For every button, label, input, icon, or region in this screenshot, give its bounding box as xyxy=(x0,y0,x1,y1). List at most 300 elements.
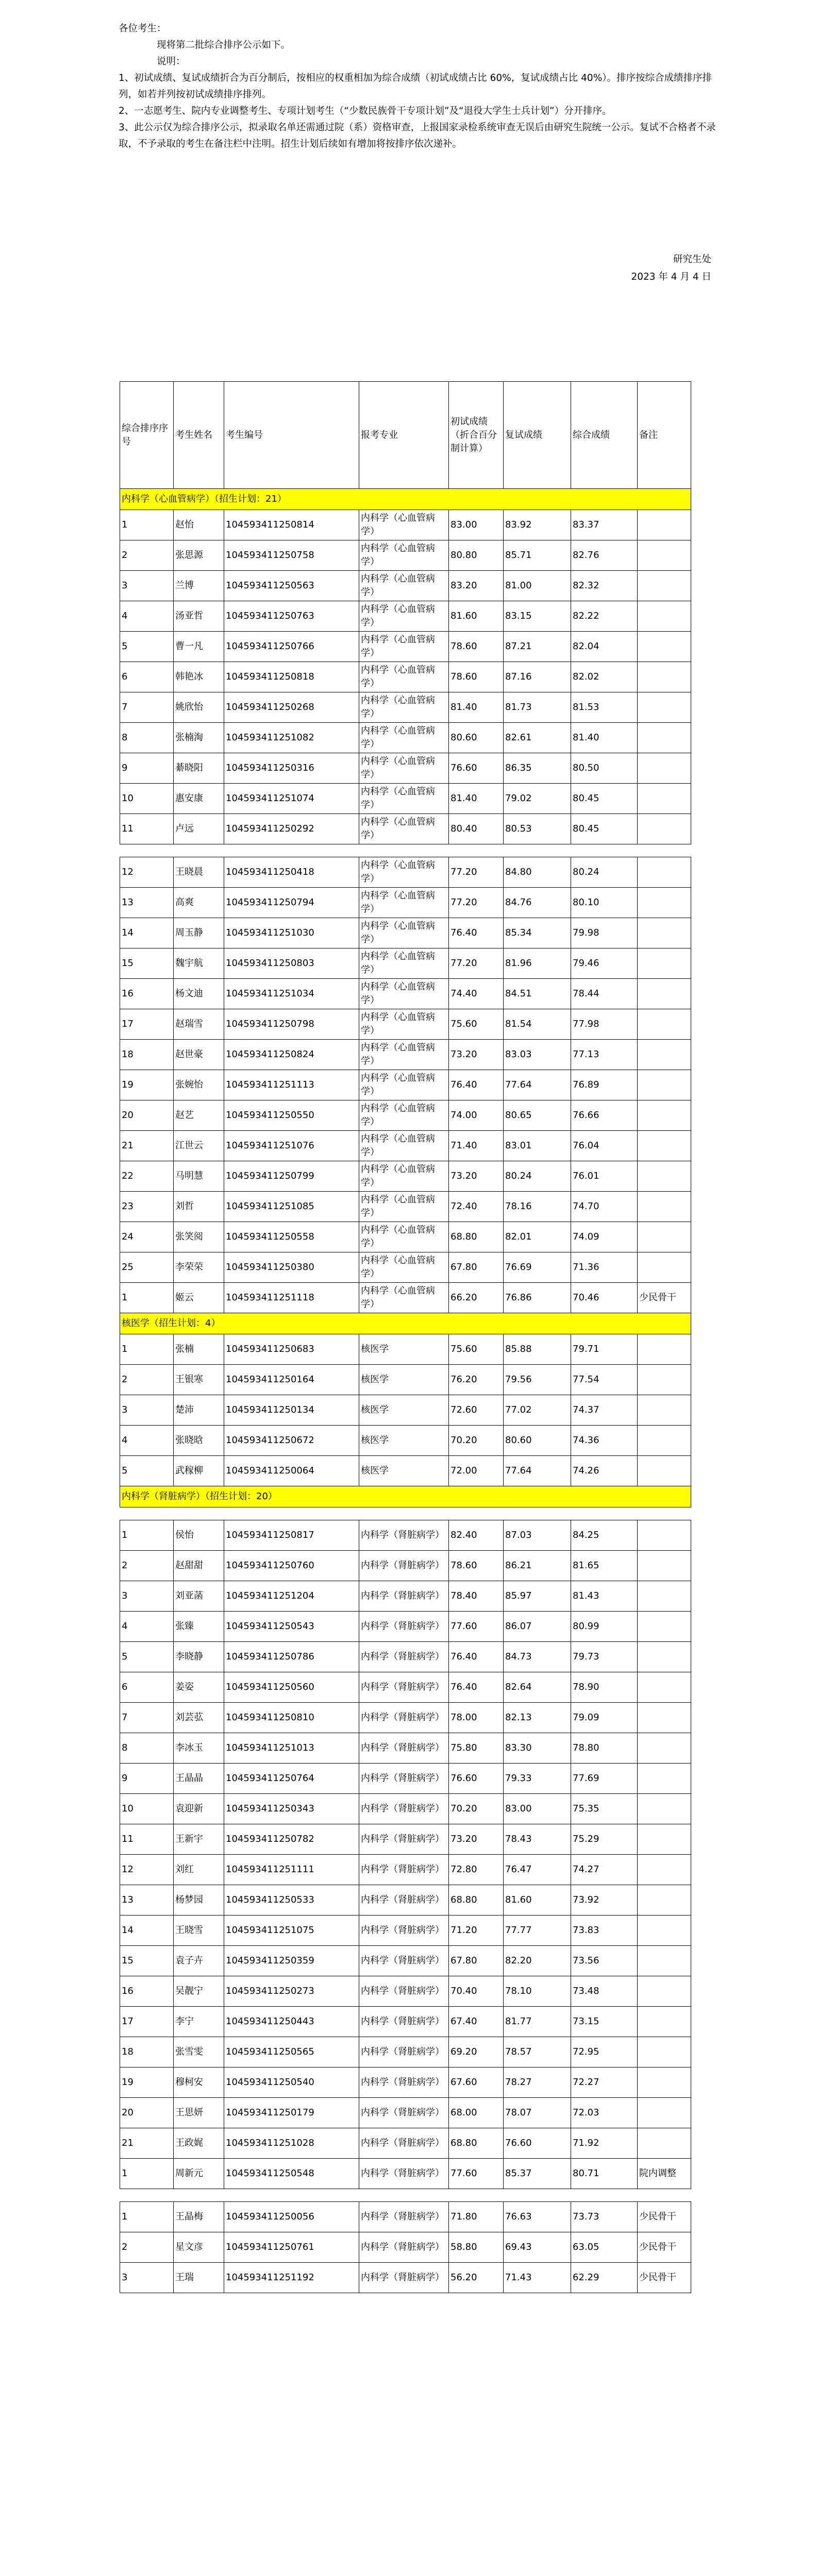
cell-name: 张婉怡 xyxy=(174,1070,224,1100)
cell-remark: 少民骨干 xyxy=(638,1283,691,1313)
cell-rank: 14 xyxy=(120,1916,174,1946)
cell-initial-score: 67.80 xyxy=(449,1252,504,1283)
cell-remark xyxy=(638,1252,691,1283)
cell-major: 内科学（肾脏病学） xyxy=(359,1733,449,1764)
cell-exam-id: 104593411250824 xyxy=(224,1040,359,1070)
cell-retest-score: 76.63 xyxy=(504,2202,571,2232)
cell-exam-id: 104593411250540 xyxy=(224,2067,359,2098)
cell-retest-score: 84.73 xyxy=(504,1642,571,1672)
cell-name: 江世云 xyxy=(174,1131,224,1161)
cell-major: 内科学（肾脏病学） xyxy=(359,2098,449,2128)
cell-major: 内科学（心血管病学） xyxy=(359,662,449,692)
cell-retest-score: 85.88 xyxy=(504,1334,571,1365)
cell-remark xyxy=(638,1916,691,1946)
cell-exam-id: 104593411250134 xyxy=(224,1395,359,1426)
cell-retest-score: 82.20 xyxy=(504,1946,571,1976)
cell-initial-score: 73.20 xyxy=(449,1161,504,1192)
cell-rank: 5 xyxy=(120,1642,174,1672)
cell-initial-score: 67.80 xyxy=(449,1946,504,1976)
table-row xyxy=(120,2202,691,2232)
cell-rank: 3 xyxy=(120,2263,174,2293)
cell-major: 内科学（心血管病学） xyxy=(359,979,449,1009)
cell-major: 内科学（心血管病学） xyxy=(359,784,449,814)
group-title: 内科学（肾脏病学）（招生计划：20） xyxy=(120,1486,691,1507)
cell-rank: 1 xyxy=(120,2159,174,2189)
cell-total-score: 77.98 xyxy=(571,1009,638,1040)
cell-retest-score: 81.54 xyxy=(504,1009,571,1040)
cell-initial-score: 72.40 xyxy=(449,1192,504,1222)
cell-retest-score: 81.60 xyxy=(504,1885,571,1916)
cell-major: 内科学（心血管病学） xyxy=(359,814,449,844)
cell-rank: 6 xyxy=(120,662,174,692)
cell-exam-id: 104593411250810 xyxy=(224,1703,359,1733)
group-header-row xyxy=(120,1486,691,1507)
cell-total-score: 74.26 xyxy=(571,1456,638,1486)
cell-major: 内科学（肾脏病学） xyxy=(359,1672,449,1703)
cell-exam-id: 104593411250533 xyxy=(224,1885,359,1916)
cell-remark xyxy=(638,1855,691,1885)
cell-remark xyxy=(638,753,691,784)
cell-exam-id: 104593411251085 xyxy=(224,1192,359,1222)
cell-exam-id: 104593411250064 xyxy=(224,1456,359,1486)
header-major: 报考专业 xyxy=(359,382,449,489)
cell-retest-score: 85.34 xyxy=(504,918,571,948)
table-row xyxy=(120,1009,691,1040)
cell-remark xyxy=(638,1642,691,1672)
separator-cell xyxy=(120,1507,691,1520)
cell-rank: 10 xyxy=(120,784,174,814)
cell-retest-score: 76.86 xyxy=(504,1283,571,1313)
cell-total-score: 82.32 xyxy=(571,571,638,601)
cell-exam-id: 104593411250292 xyxy=(224,814,359,844)
cell-retest-score: 79.56 xyxy=(504,1365,571,1395)
cell-remark xyxy=(638,601,691,632)
table-row xyxy=(120,1672,691,1703)
cell-major: 内科学（肾脏病学） xyxy=(359,2067,449,2098)
cell-initial-score: 73.20 xyxy=(449,1824,504,1855)
cell-exam-id: 104593411251076 xyxy=(224,1131,359,1161)
cell-remark xyxy=(638,723,691,753)
cell-retest-score: 83.92 xyxy=(504,510,571,540)
table-row xyxy=(120,1794,691,1824)
table-row xyxy=(120,510,691,540)
cell-name: 李晓静 xyxy=(174,1642,224,1672)
cell-total-score: 82.76 xyxy=(571,540,638,571)
table-row xyxy=(120,1642,691,1672)
cell-remark xyxy=(638,1100,691,1131)
cell-total-score: 73.56 xyxy=(571,1946,638,1976)
table-row xyxy=(120,2128,691,2159)
cell-name: 张雪雯 xyxy=(174,2037,224,2067)
cell-rank: 9 xyxy=(120,1764,174,1794)
table-row xyxy=(120,753,691,784)
cell-retest-score: 83.15 xyxy=(504,601,571,632)
cell-rank: 25 xyxy=(120,1252,174,1283)
cell-rank: 21 xyxy=(120,2128,174,2159)
cell-retest-score: 79.33 xyxy=(504,1764,571,1794)
cell-total-score: 76.04 xyxy=(571,1131,638,1161)
cell-total-score: 72.03 xyxy=(571,2098,638,2128)
cell-initial-score: 80.60 xyxy=(449,723,504,753)
table-row xyxy=(120,540,691,571)
cell-rank: 1 xyxy=(120,1283,174,1313)
table-row xyxy=(120,723,691,753)
cell-name: 刘哲 xyxy=(174,1192,224,1222)
cell-initial-score: 77.20 xyxy=(449,857,504,888)
cell-initial-score: 78.60 xyxy=(449,662,504,692)
table-row xyxy=(120,662,691,692)
cell-exam-id: 104593411250268 xyxy=(224,692,359,723)
cell-exam-id: 104593411250359 xyxy=(224,1946,359,1976)
cell-remark xyxy=(638,2128,691,2159)
cell-exam-id: 104593411250799 xyxy=(224,1161,359,1192)
cell-major: 内科学（心血管病学） xyxy=(359,918,449,948)
cell-rank: 22 xyxy=(120,1161,174,1192)
cell-name: 王晶梅 xyxy=(174,2202,224,2232)
cell-name: 王政娓 xyxy=(174,2128,224,2159)
table-row xyxy=(120,1824,691,1855)
cell-rank: 20 xyxy=(120,2098,174,2128)
cell-major: 内科学（心血管病学） xyxy=(359,753,449,784)
cell-retest-score: 86.07 xyxy=(504,1612,571,1642)
cell-rank: 16 xyxy=(120,1976,174,2007)
cell-name: 王晶晶 xyxy=(174,1764,224,1794)
cell-major: 内科学（心血管病学） xyxy=(359,857,449,888)
cell-initial-score: 82.40 xyxy=(449,1520,504,1551)
cell-retest-score: 77.77 xyxy=(504,1916,571,1946)
cell-major: 内科学（肾脏病学） xyxy=(359,1824,449,1855)
table-row xyxy=(120,1131,691,1161)
table-row xyxy=(120,1946,691,1976)
header-initial-score: 初试成绩（折合百分制计算） xyxy=(449,382,504,489)
cell-total-score: 83.37 xyxy=(571,510,638,540)
cell-remark xyxy=(638,1456,691,1486)
cell-total-score: 79.71 xyxy=(571,1334,638,1365)
cell-total-score: 75.29 xyxy=(571,1824,638,1855)
table-row xyxy=(120,632,691,662)
header-rank: 综合排序序号 xyxy=(120,382,174,489)
cell-major: 内科学（心血管病学） xyxy=(359,571,449,601)
cell-rank: 5 xyxy=(120,632,174,662)
cell-major: 内科学（心血管病学） xyxy=(359,1192,449,1222)
cell-exam-id: 104593411250760 xyxy=(224,1551,359,1581)
cell-total-score: 73.83 xyxy=(571,1916,638,1946)
cell-exam-id: 104593411251118 xyxy=(224,1283,359,1313)
header-exam-id: 考生编号 xyxy=(224,382,359,489)
cell-total-score: 72.27 xyxy=(571,2067,638,2098)
cell-remark xyxy=(638,2037,691,2067)
cell-retest-score: 81.96 xyxy=(504,948,571,979)
cell-retest-score: 87.21 xyxy=(504,632,571,662)
cell-rank: 2 xyxy=(120,540,174,571)
cell-rank: 8 xyxy=(120,723,174,753)
cell-name: 汤亚哲 xyxy=(174,601,224,632)
table-row xyxy=(120,1222,691,1252)
cell-rank: 12 xyxy=(120,857,174,888)
cell-rank: 12 xyxy=(120,1855,174,1885)
cell-retest-score: 85.37 xyxy=(504,2159,571,2189)
table-row xyxy=(120,1520,691,1551)
cell-remark xyxy=(638,1764,691,1794)
cell-initial-score: 83.00 xyxy=(449,510,504,540)
table-row xyxy=(120,601,691,632)
separator-cell xyxy=(120,844,691,857)
cell-total-score: 81.53 xyxy=(571,692,638,723)
cell-major: 内科学（肾脏病学） xyxy=(359,1946,449,1976)
table-row xyxy=(120,1395,691,1426)
cell-total-score: 73.48 xyxy=(571,1976,638,2007)
cell-initial-score: 83.20 xyxy=(449,571,504,601)
cell-exam-id: 104593411250818 xyxy=(224,662,359,692)
cell-remark xyxy=(638,1009,691,1040)
cell-remark xyxy=(638,888,691,918)
cell-exam-id: 104593411250763 xyxy=(224,601,359,632)
cell-initial-score: 68.00 xyxy=(449,2098,504,2128)
cell-initial-score: 68.80 xyxy=(449,1222,504,1252)
cell-major: 内科学（心血管病学） xyxy=(359,1222,449,1252)
cell-remark xyxy=(638,1581,691,1612)
cell-major: 内科学（肾脏病学） xyxy=(359,2037,449,2067)
table-row xyxy=(120,1426,691,1456)
cell-initial-score: 76.40 xyxy=(449,1642,504,1672)
cell-remark xyxy=(638,662,691,692)
cell-rank: 17 xyxy=(120,1009,174,1040)
cell-major: 内科学（心血管病学） xyxy=(359,1009,449,1040)
cell-name: 姜姿 xyxy=(174,1672,224,1703)
cell-exam-id: 104593411250273 xyxy=(224,1976,359,2007)
cell-major: 内科学（肾脏病学） xyxy=(359,2159,449,2189)
table-row xyxy=(120,571,691,601)
table-row xyxy=(120,888,691,918)
cell-remark xyxy=(638,1551,691,1581)
cell-exam-id: 104593411250786 xyxy=(224,1642,359,1672)
group-header-row xyxy=(120,1313,691,1334)
cell-retest-score: 80.53 xyxy=(504,814,571,844)
cell-initial-score: 78.40 xyxy=(449,1581,504,1612)
cell-remark xyxy=(638,814,691,844)
cell-initial-score: 74.00 xyxy=(449,1100,504,1131)
cell-total-score: 79.09 xyxy=(571,1703,638,1733)
cell-name: 杨文迪 xyxy=(174,979,224,1009)
cell-major: 内科学（肾脏病学） xyxy=(359,1855,449,1885)
cell-retest-score: 78.57 xyxy=(504,2037,571,2067)
cell-rank: 10 xyxy=(120,1794,174,1824)
cell-remark xyxy=(638,2007,691,2037)
cell-initial-score: 76.40 xyxy=(449,1070,504,1100)
cell-major: 内科学（心血管病学） xyxy=(359,1100,449,1131)
cell-rank: 4 xyxy=(120,1426,174,1456)
cell-exam-id: 104593411250548 xyxy=(224,2159,359,2189)
cell-initial-score: 67.40 xyxy=(449,2007,504,2037)
cell-initial-score: 80.40 xyxy=(449,814,504,844)
cell-major: 核医学 xyxy=(359,1395,449,1426)
notice-line-4: 2、一志愿考生、院内专业调整考生、专项计划考生（“少数民族骨干专项计划”及“退役大学生士兵计划”）分开排序。 xyxy=(119,106,612,116)
table-row xyxy=(120,1885,691,1916)
cell-exam-id: 104593411250560 xyxy=(224,1672,359,1703)
cell-name: 李宁 xyxy=(174,2007,224,2037)
cell-major: 内科学（肾脏病学） xyxy=(359,1642,449,1672)
cell-retest-score: 78.07 xyxy=(504,2098,571,2128)
cell-retest-score: 81.00 xyxy=(504,571,571,601)
cell-initial-score: 76.60 xyxy=(449,1764,504,1794)
cell-exam-id: 104593411250814 xyxy=(224,510,359,540)
cell-name: 周玉静 xyxy=(174,918,224,948)
cell-name: 张思源 xyxy=(174,540,224,571)
cell-name: 韩艳冰 xyxy=(174,662,224,692)
cell-initial-score: 71.20 xyxy=(449,1916,504,1946)
cell-rank: 19 xyxy=(120,1070,174,1100)
cell-initial-score: 58.80 xyxy=(449,2232,504,2263)
cell-rank: 20 xyxy=(120,1100,174,1131)
cell-initial-score: 76.40 xyxy=(449,918,504,948)
cell-retest-score: 78.10 xyxy=(504,1976,571,2007)
cell-exam-id: 104593411251075 xyxy=(224,1916,359,1946)
cell-retest-score: 69.43 xyxy=(504,2232,571,2263)
cell-name: 袁迎新 xyxy=(174,1794,224,1824)
cell-initial-score: 71.80 xyxy=(449,2202,504,2232)
cell-rank: 11 xyxy=(120,1824,174,1855)
table-row xyxy=(120,2232,691,2263)
cell-rank: 8 xyxy=(120,1733,174,1764)
cell-total-score: 82.22 xyxy=(571,601,638,632)
cell-retest-score: 80.60 xyxy=(504,1426,571,1456)
cell-exam-id: 104593411250179 xyxy=(224,2098,359,2128)
table-row xyxy=(120,2159,691,2189)
cell-initial-score: 69.20 xyxy=(449,2037,504,2067)
cell-name: 王晓雪 xyxy=(174,1916,224,1946)
cell-initial-score: 72.00 xyxy=(449,1456,504,1486)
cell-name: 王银寒 xyxy=(174,1365,224,1395)
cell-exam-id: 104593411250794 xyxy=(224,888,359,918)
table-row xyxy=(120,2007,691,2037)
cell-retest-score: 86.21 xyxy=(504,1551,571,1581)
cell-total-score: 78.90 xyxy=(571,1672,638,1703)
cell-exam-id: 104593411251013 xyxy=(224,1733,359,1764)
cell-initial-score: 78.60 xyxy=(449,1551,504,1581)
cell-initial-score: 81.40 xyxy=(449,784,504,814)
notice-salutation: 各位考生： xyxy=(119,23,166,34)
cell-retest-score: 77.64 xyxy=(504,1456,571,1486)
cell-initial-score: 76.60 xyxy=(449,753,504,784)
cell-retest-score: 84.80 xyxy=(504,857,571,888)
cell-initial-score: 70.20 xyxy=(449,1426,504,1456)
cell-rank: 4 xyxy=(120,1612,174,1642)
cell-name: 星文彦 xyxy=(174,2232,224,2263)
cell-exam-id: 104593411251030 xyxy=(224,918,359,948)
cell-major: 内科学（肾脏病学） xyxy=(359,1764,449,1794)
cell-remark xyxy=(638,2098,691,2128)
header-retest-score: 复试成绩 xyxy=(504,382,571,489)
cell-exam-id: 104593411250803 xyxy=(224,948,359,979)
cell-major: 内科学（肾脏病学） xyxy=(359,1551,449,1581)
cell-exam-id: 104593411251111 xyxy=(224,1855,359,1885)
cell-name: 赵怡 xyxy=(174,510,224,540)
table-row xyxy=(120,1192,691,1222)
table-row xyxy=(120,692,691,723)
cell-rank: 14 xyxy=(120,918,174,948)
cell-initial-score: 75.60 xyxy=(449,1009,504,1040)
table-row xyxy=(120,979,691,1009)
cell-name: 高爽 xyxy=(174,888,224,918)
cell-rank: 3 xyxy=(120,1395,174,1426)
cell-name: 赵瑞雪 xyxy=(174,1009,224,1040)
cell-retest-score: 84.76 xyxy=(504,888,571,918)
table-row xyxy=(120,784,691,814)
header-remark: 备注 xyxy=(638,382,691,489)
cell-remark xyxy=(638,948,691,979)
cell-exam-id: 104593411250766 xyxy=(224,632,359,662)
cell-name: 张楠淘 xyxy=(174,723,224,753)
cell-retest-score: 85.97 xyxy=(504,1581,571,1612)
cell-name: 吴靓宁 xyxy=(174,1976,224,2007)
cell-major: 内科学（心血管病学） xyxy=(359,948,449,979)
table-row xyxy=(120,1365,691,1395)
cell-rank: 6 xyxy=(120,1672,174,1703)
table-row xyxy=(120,1976,691,2007)
cell-major: 内科学（心血管病学） xyxy=(359,1283,449,1313)
cell-total-score: 76.66 xyxy=(571,1100,638,1131)
cell-name: 赵甜甜 xyxy=(174,1551,224,1581)
cell-rank: 13 xyxy=(120,888,174,918)
sign-date: 2023 年 4 月 4 日 xyxy=(631,272,711,282)
cell-rank: 9 xyxy=(120,753,174,784)
cell-major: 内科学（肾脏病学） xyxy=(359,2263,449,2293)
cell-total-score: 76.89 xyxy=(571,1070,638,1100)
cell-exam-id: 104593411250316 xyxy=(224,753,359,784)
cell-rank: 19 xyxy=(120,2067,174,2098)
cell-major: 内科学（心血管病学） xyxy=(359,888,449,918)
cell-total-score: 80.24 xyxy=(571,857,638,888)
cell-exam-id: 104593411250761 xyxy=(224,2232,359,2263)
cell-exam-id: 104593411250683 xyxy=(224,1334,359,1365)
cell-total-score: 74.36 xyxy=(571,1426,638,1456)
cell-major: 内科学（肾脏病学） xyxy=(359,1703,449,1733)
cell-rank: 1 xyxy=(120,1520,174,1551)
cell-remark xyxy=(638,540,691,571)
cell-major: 内科学（肾脏病学） xyxy=(359,1976,449,2007)
cell-exam-id: 104593411250418 xyxy=(224,857,359,888)
cell-remark xyxy=(638,1612,691,1642)
cell-retest-score: 78.16 xyxy=(504,1192,571,1222)
cell-major: 内科学（肾脏病学） xyxy=(359,2232,449,2263)
cell-initial-score: 72.80 xyxy=(449,1855,504,1885)
cell-initial-score: 74.40 xyxy=(449,979,504,1009)
cell-retest-score: 87.03 xyxy=(504,1520,571,1551)
cell-major: 内科学（心血管病学） xyxy=(359,723,449,753)
cell-major: 内科学（肾脏病学） xyxy=(359,1885,449,1916)
cell-exam-id: 104593411250764 xyxy=(224,1764,359,1794)
cell-name: 兰博 xyxy=(174,571,224,601)
cell-rank: 21 xyxy=(120,1131,174,1161)
cell-total-score: 77.69 xyxy=(571,1764,638,1794)
cell-retest-score: 82.61 xyxy=(504,723,571,753)
cell-initial-score: 72.60 xyxy=(449,1395,504,1426)
cell-retest-score: 82.64 xyxy=(504,1672,571,1703)
cell-total-score: 81.40 xyxy=(571,723,638,753)
cell-name: 卢远 xyxy=(174,814,224,844)
table-row xyxy=(120,1456,691,1486)
cell-retest-score: 87.16 xyxy=(504,662,571,692)
cell-name: 张楠 xyxy=(174,1334,224,1365)
cell-exam-id: 104593411250782 xyxy=(224,1824,359,1855)
table-row xyxy=(120,1283,691,1313)
group-title: 核医学（招生计划：4） xyxy=(120,1313,691,1334)
cell-remark xyxy=(638,1192,691,1222)
group-header-row xyxy=(120,489,691,510)
cell-exam-id: 104593411251074 xyxy=(224,784,359,814)
cell-initial-score: 75.60 xyxy=(449,1334,504,1365)
table-row xyxy=(120,2067,691,2098)
